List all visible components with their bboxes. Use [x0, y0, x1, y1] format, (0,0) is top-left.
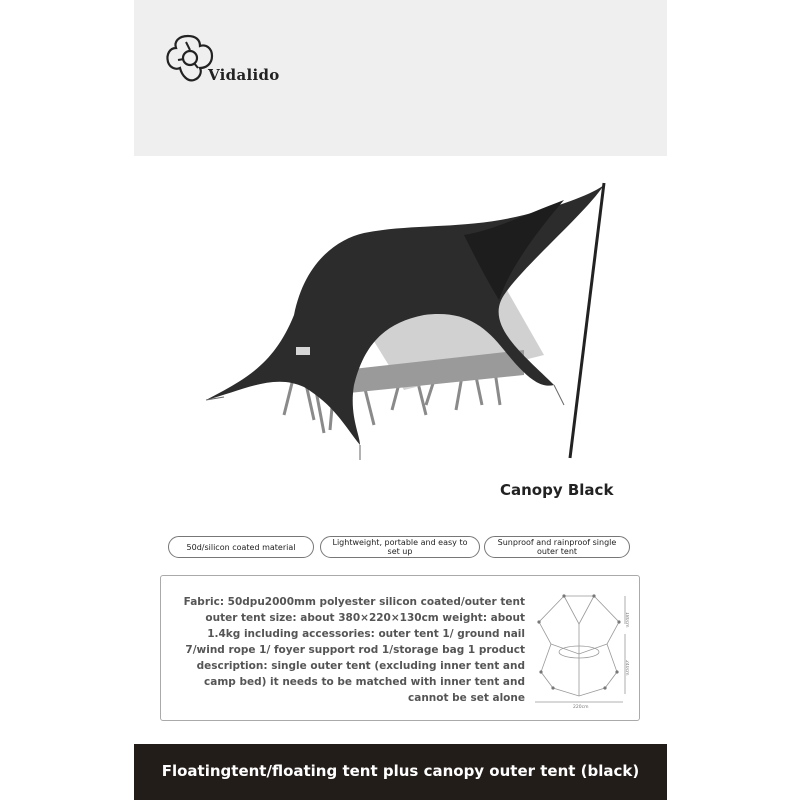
dim-top: 180cm	[624, 612, 629, 628]
spec-description: Fabric: 50dpu2000mm polyester silicon coated/outer tent outer tent size: about 380×220×130cm weight: about 1.4kg including accessories: outer tent 1/ ground nail 7/wind rope 1/ foyer support rod 1/storage bag 1 product description: single outer tent (excluding inner tent and camp bed) it needs to be matched with inner tent and cannot be set alone	[183, 596, 525, 704]
tent-dimension-diagram	[529, 584, 629, 716]
variant-label: Canopy Black	[500, 481, 614, 499]
brand-logo	[164, 32, 314, 92]
support-pole	[570, 183, 604, 458]
footer-title: Floatingtent/floating tent plus canopy outer tent (black)	[161, 762, 640, 780]
canopy-tarp	[206, 185, 604, 445]
header-banner	[134, 0, 667, 156]
dim-side: 240cm	[624, 660, 629, 676]
dim-bottom: 220cm	[573, 705, 589, 710]
feature-pill-sunproof: Sunproof and rainproof single outer tent	[484, 536, 630, 558]
product-sheet	[134, 0, 667, 800]
spec-panel	[160, 575, 640, 721]
footer-banner	[134, 744, 667, 800]
product-photo	[164, 175, 644, 475]
brand-name: Vidalido	[208, 66, 280, 84]
feature-pill-portable: Lightweight, portable and easy to set up	[320, 536, 480, 558]
feature-pill-material: 50d/silicon coated material	[168, 536, 314, 558]
